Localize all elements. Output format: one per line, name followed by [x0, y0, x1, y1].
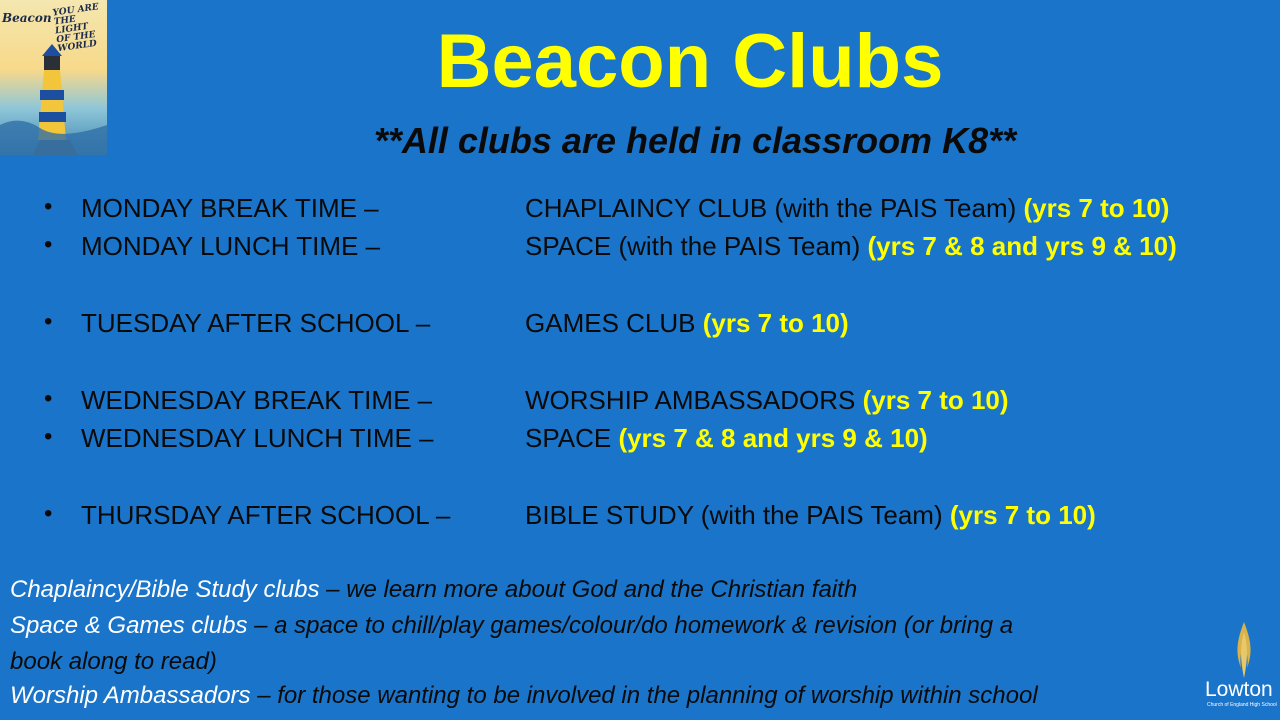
- club-label: GAMES CLUB: [525, 308, 703, 338]
- club-label: WORSHIP AMBASSADORS: [525, 385, 863, 415]
- bullet-icon: •: [44, 231, 53, 258]
- logo-beacon-text: Beacon: [2, 11, 52, 25]
- description-text: – we learn more about God and the Christian faith: [319, 576, 858, 603]
- club-day: MONDAY BREAK TIME –: [81, 193, 379, 223]
- lowton-subtitle: Church of England High School: [1207, 702, 1277, 708]
- club-day: WEDNESDAY BREAK TIME –: [81, 385, 433, 415]
- description-line: [10, 648, 217, 676]
- flame-icon: [1233, 622, 1255, 680]
- description-line: [10, 612, 1013, 640]
- club-day: THURSDAY AFTER SCHOOL –: [81, 500, 451, 530]
- description-text: book along to read): [10, 648, 217, 675]
- description-lead: Worship Ambassadors: [10, 682, 251, 709]
- club-day: MONDAY LUNCH TIME –: [81, 231, 381, 261]
- club-years: (yrs 7 & 8 and yrs 9 & 10): [618, 423, 928, 453]
- logo-motto-text: YOU ARE THE LIGHT OF THE WORLD: [51, 2, 100, 55]
- description-text: – a space to chill/play games/colour/do homework & revision (or bring a: [247, 612, 1014, 639]
- description-line: [10, 682, 1038, 710]
- description-lead: Chaplaincy/Bible Study clubs: [10, 576, 320, 603]
- description-line: [10, 576, 857, 604]
- description-text: – for those wanting to be involved in the planning of worship within school: [250, 682, 1038, 709]
- lowton-name: Lowton: [1205, 678, 1273, 701]
- club-years: (yrs 7 to 10): [862, 385, 1009, 415]
- page-subtitle: **All clubs are held in classroom K8**: [373, 120, 1017, 161]
- club-name: [525, 423, 928, 454]
- bullet-icon: •: [44, 500, 53, 527]
- club-label: BIBLE STUDY (with the PAIS Team): [525, 500, 950, 530]
- club-name: [525, 193, 1169, 224]
- bullet-icon: •: [44, 423, 53, 450]
- page-title: Beacon Clubs: [436, 19, 944, 104]
- club-name: [525, 385, 1009, 416]
- bullet-icon: •: [44, 308, 53, 335]
- club-years: (yrs 7 to 10): [702, 308, 849, 338]
- club-name: [525, 308, 849, 339]
- bullet-icon: •: [44, 193, 53, 220]
- club-label: CHAPLAINCY CLUB (with the PAIS Team): [525, 193, 1024, 223]
- club-years: (yrs 7 to 10): [949, 500, 1096, 530]
- description-lead: Space & Games clubs: [10, 612, 248, 639]
- club-name: [525, 231, 1177, 262]
- club-label: SPACE: [525, 423, 619, 453]
- lowton-logo: [1198, 622, 1280, 720]
- club-day: TUESDAY AFTER SCHOOL –: [81, 308, 431, 338]
- bullet-icon: •: [44, 385, 53, 412]
- club-label: SPACE (with the PAIS Team): [525, 231, 868, 261]
- club-years: (yrs 7 to 10): [1023, 193, 1170, 223]
- club-years: (yrs 7 & 8 and yrs 9 & 10): [867, 231, 1177, 261]
- club-name: [525, 500, 1096, 531]
- club-day: WEDNESDAY LUNCH TIME –: [81, 423, 434, 453]
